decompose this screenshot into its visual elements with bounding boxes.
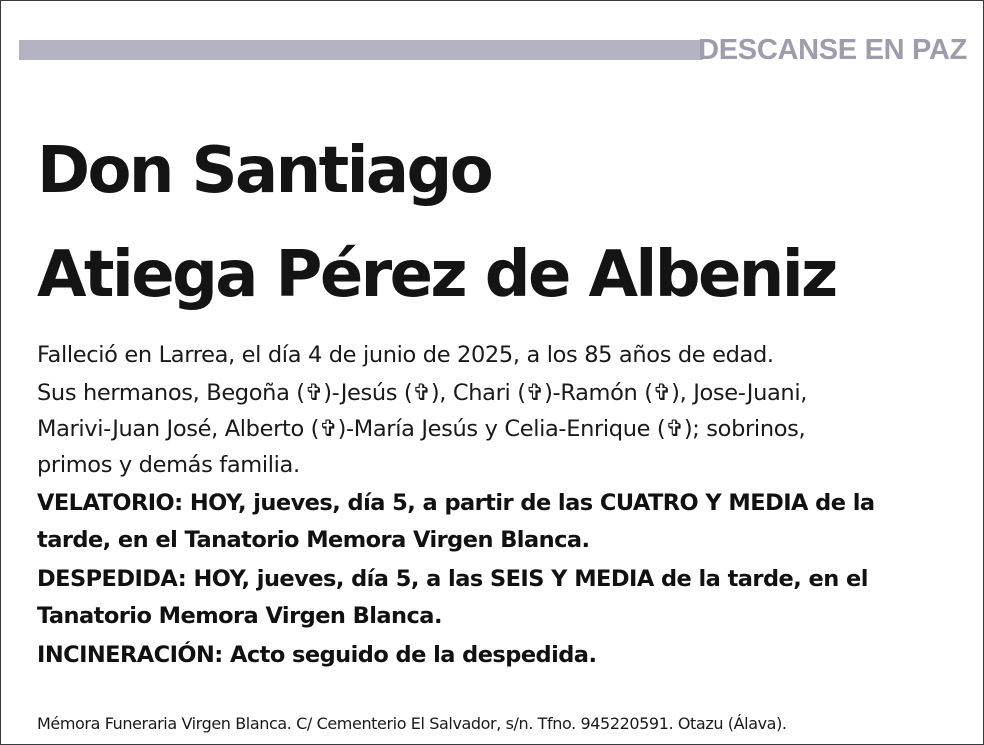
deceased-name-line-1: Don Santiago xyxy=(37,134,492,208)
velatorio-line-2: tarde, en el Tanatorio Memora Virgen Blanca. xyxy=(37,527,590,553)
despedida-paragraph xyxy=(37,561,957,635)
deceased-name-line-2: Atiega Pérez de Albeniz xyxy=(37,238,836,312)
death-notice: Falleció en Larrea, el día 4 de junio de 2025, a los 85 años de edad. xyxy=(37,342,774,368)
family-paragraph xyxy=(37,375,957,483)
header-label: DESCANSE EN PAZ xyxy=(698,34,967,66)
despedida-line-2: Tanatorio Memora Virgen Blanca. xyxy=(37,603,442,629)
velatorio-line-1: VELATORIO: HOY, jueves, día 5, a partir de las CUATRO Y MEDIA de la xyxy=(37,490,875,516)
header-bar xyxy=(19,40,703,60)
incineracion-paragraph: INCINERACIÓN: Acto seguido de la despedida. xyxy=(37,642,597,668)
family-line-1: Sus hermanos, Begoña (✞)-Jesús (✞), Chari (✞)-Ramón (✞), Jose-Juani, xyxy=(37,380,808,406)
deceased-name xyxy=(37,119,836,327)
velatorio-paragraph xyxy=(37,485,957,559)
notice-body xyxy=(37,337,957,674)
funeral-home-footer: Mémora Funeraria Virgen Blanca. C/ Cementerio El Salvador, s/n. Tfno. 945220591. Otazu (Álava). xyxy=(37,714,787,733)
family-line-2: Marivi-Juan José, Alberto (✞)-María Jesús y Celia-Enrique (✞); sobrinos, xyxy=(37,416,806,442)
family-line-3: primos y demás familia. xyxy=(37,452,300,478)
despedida-line-1: DESPEDIDA: HOY, jueves, día 5, a las SEIS Y MEDIA de la tarde, en el xyxy=(37,566,868,592)
